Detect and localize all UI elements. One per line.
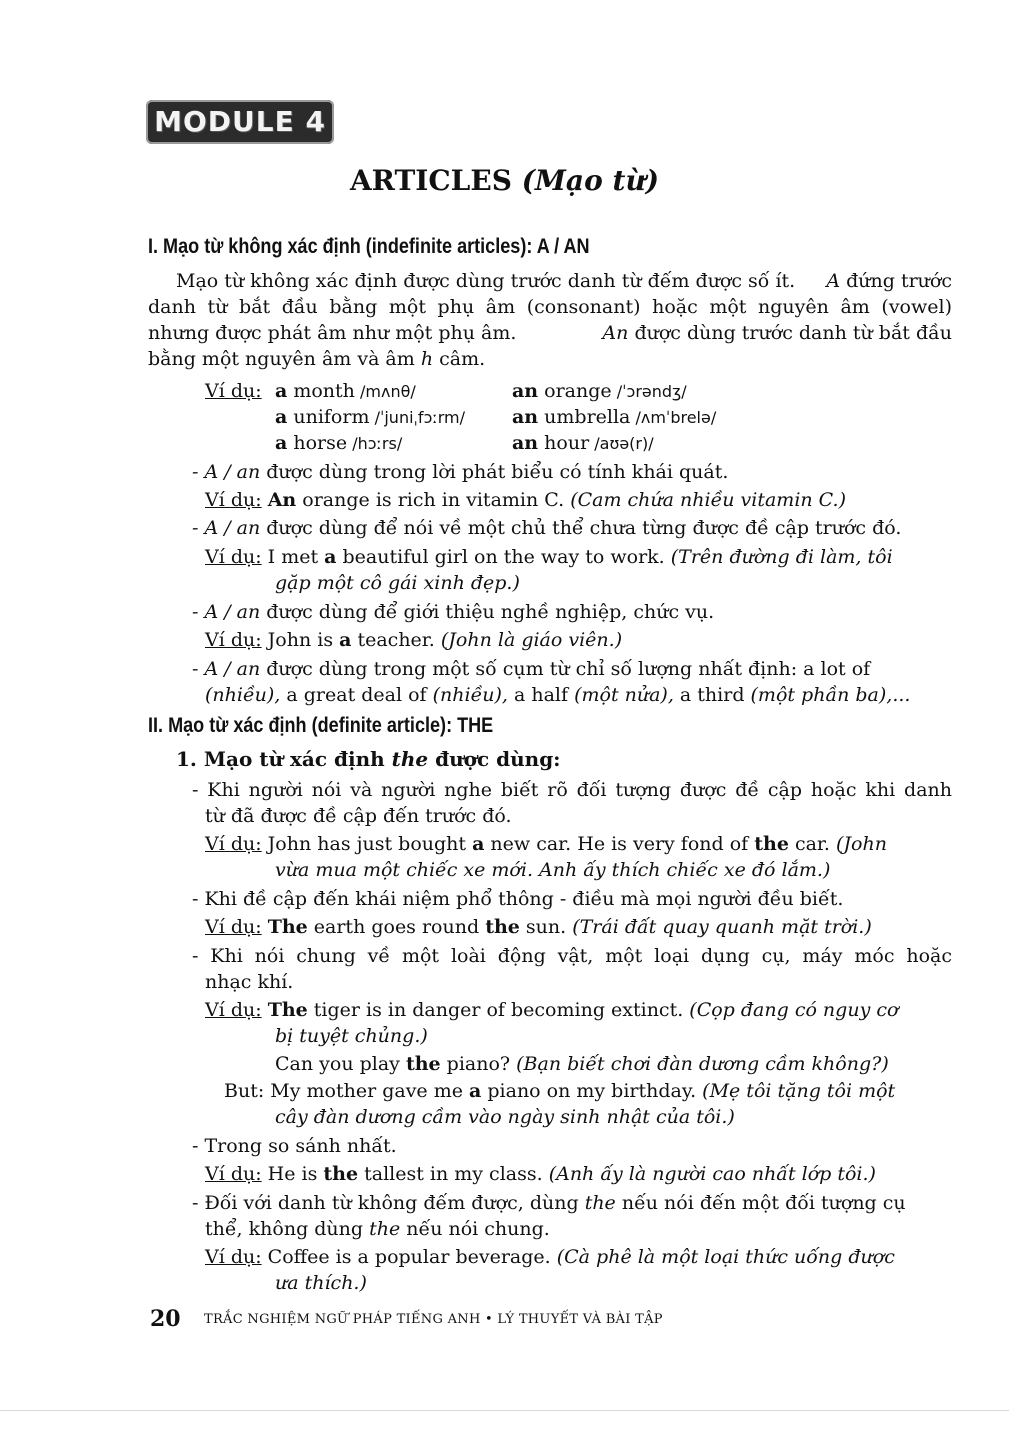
rule-generalization: - A / an được dùng trong lời phát biểu có tính khái quát. xyxy=(192,461,729,483)
example-uncountable: Ví dụ: Coffee is a popular beverage. (Cà phê là một loại thức uống được xyxy=(205,1246,895,1268)
example-superlative: Ví dụ: He is the tallest in my class. (Anh ấy là người cao nhất lớp tôi.) xyxy=(205,1163,876,1185)
bottom-divider xyxy=(0,1410,1009,1411)
rule-uncountable-line-2: thể, không dùng the nếu nói chung. xyxy=(205,1218,550,1240)
example-a-1: a month /mʌnθ/ xyxy=(275,380,416,402)
intro-line-2: danh từ bắt đầu bằng một phụ âm (consonant) hoặc một nguyên âm (vowel) xyxy=(148,296,952,318)
example-first-mention-translation: gặp một cô gái xinh đẹp.) xyxy=(275,572,520,594)
example-first-mention: Ví dụ: I met a beautiful girl on the way to work. (Trên đường đi làm, tôi xyxy=(205,546,893,568)
section-heading-indefinite: I. Mạo từ không xác định (indefinite articles): A / AN xyxy=(148,235,590,258)
example-an-2: an umbrella /ʌmˈbrelə/ xyxy=(512,406,717,428)
intro-line-3: nhưng được phát âm như một phụ âm. An được dùng trước danh từ bắt đầu xyxy=(148,322,952,344)
intro-line-4: bằng một nguyên âm và âm h câm. xyxy=(148,348,486,370)
example-a-2: a uniform /ˈjuniˌfɔːrm/ xyxy=(275,406,466,428)
rule-first-mention: - A / an được dùng để nói về một chủ thể chưa từng được đề cập trước đó. xyxy=(192,517,902,539)
example-an-3: an hour /aʊə(r)/ xyxy=(512,432,654,454)
page-title xyxy=(0,164,1009,197)
example-known-object-translation: vừa mua một chiếc xe mới. Anh ấy thích chiếc xe đó lắm.) xyxy=(275,859,831,881)
subheading-the-usage: 1. Mạo từ xác định the được dùng: xyxy=(176,747,561,771)
rule-known-object-line-2: từ đã được đề cập đến trước đó. xyxy=(205,805,512,827)
example-universal-concept: Ví dụ: The earth goes round the sun. (Trái đất quay quanh mặt trời.) xyxy=(205,916,872,938)
rule-species-instrument: - Khi nói chung về một loài động vật, một loại dụng cụ, máy móc hoặc xyxy=(192,945,952,967)
example-instrument: Can you play the piano? (Bạn biết chơi đàn dương cầm không?) xyxy=(275,1053,889,1075)
example-uncountable-translation: ưa thích.) xyxy=(275,1272,367,1294)
example-species-translation: bị tuyệt chủng.) xyxy=(275,1025,428,1047)
title-sub: (Mạo từ) xyxy=(521,164,660,197)
rule-universal-concept: - Khi đề cập đến khái niệm phổ thông - điều mà mọi người đều biết. xyxy=(192,888,844,910)
rule-uncountable: - Đối với danh từ không đếm được, dùng the nếu nói đến một đối tượng cụ xyxy=(192,1192,906,1214)
module-badge: MODULE 4 xyxy=(154,105,326,138)
section-heading-definite: II. Mạo từ xác định (definite article): THE xyxy=(148,714,494,737)
rule-quantity: - A / an được dùng trong một số cụm từ chỉ số lượng nhất định: a lot of xyxy=(192,658,871,680)
running-footer: TRẮC NGHIỆM NGỮ PHÁP TIẾNG ANH • LÝ THUYẾT VÀ BÀI TẬP xyxy=(204,1312,663,1327)
example-species: Ví dụ: The tiger is in danger of becoming extinct. (Cọp đang có nguy cơ xyxy=(205,999,899,1021)
example-an-1: an orange /ˈɔrəndʒ/ xyxy=(512,380,687,402)
intro-line-1: Mạo từ không xác định được dùng trước danh từ đếm được số ít. A đứng trước xyxy=(176,270,952,292)
rule-superlative: - Trong so sánh nhất. xyxy=(192,1135,397,1157)
rule-profession: - A / an được dùng để giới thiệu nghề nghiệp, chức vụ. xyxy=(192,601,715,623)
example-generalization: Ví dụ: An orange is rich in vitamin C. (Cam chứa nhiều vitamin C.) xyxy=(205,489,846,511)
example-label: Ví dụ: xyxy=(205,380,262,402)
rule-species-instrument-line-2: nhạc khí. xyxy=(205,971,294,993)
example-a-3: a horse /hɔːrs/ xyxy=(275,432,403,454)
example-but-translation: cây đàn dương cầm vào ngày sinh nhật của tôi.) xyxy=(275,1106,735,1128)
title-main: ARTICLES xyxy=(349,164,512,197)
rule-quantity-line-2: (nhiều), a great deal of (nhiều), a half (một nửa), a third (một phần ba),... xyxy=(205,684,911,706)
example-but: But: My mother gave me a piano on my birthday. (Mẹ tôi tặng tôi một xyxy=(224,1080,896,1102)
example-known-object: Ví dụ: John has just bought a new car. He is very fond of the car. (John xyxy=(205,833,887,855)
example-profession: Ví dụ: John is a teacher. (John là giáo viên.) xyxy=(205,629,623,651)
rule-known-object: - Khi người nói và người nghe biết rõ đối tượng được đề cập hoặc khi danh xyxy=(192,779,952,801)
page-number: 20 xyxy=(150,1306,181,1332)
